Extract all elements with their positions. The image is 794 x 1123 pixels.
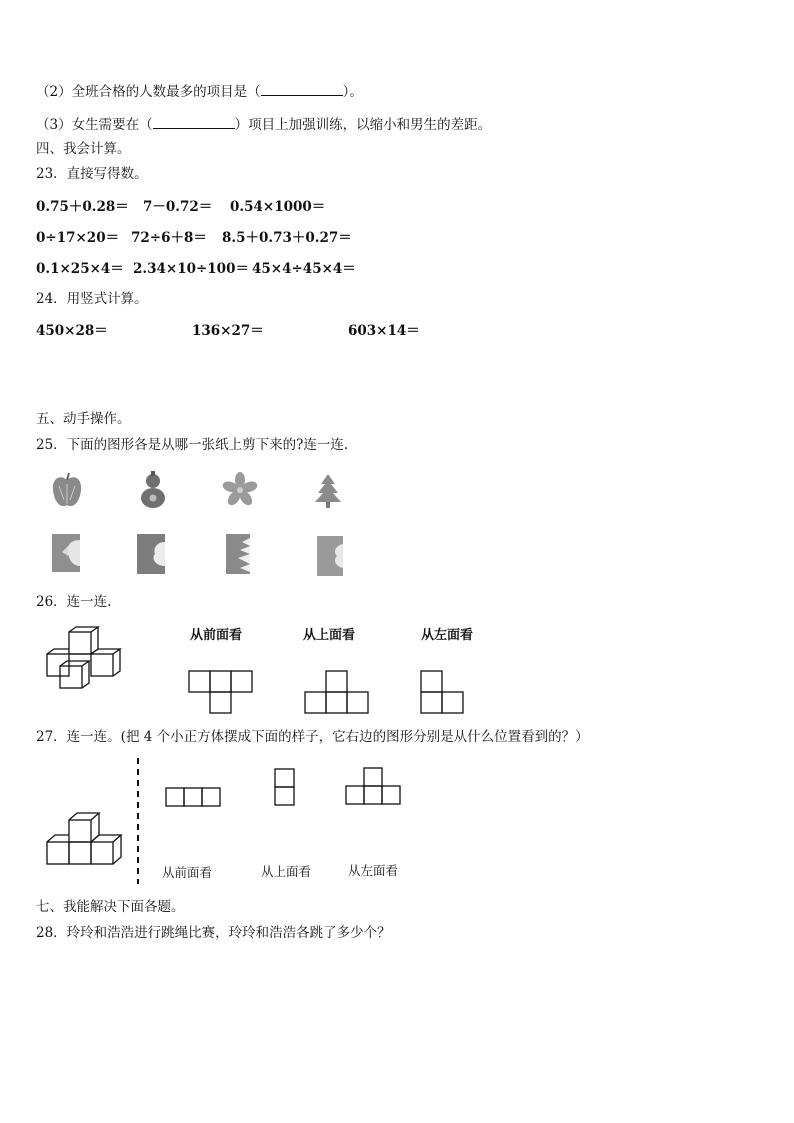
q22-item3: （3）女生需要在（ ）项目上加强训练，以缩小和男生的差距。	[36, 117, 492, 133]
apple-icon[interactable]	[50, 472, 84, 510]
cube-stack-figure	[42, 626, 132, 694]
view-label: 从前面看	[190, 628, 243, 643]
view-shape-bump[interactable]	[304, 670, 370, 714]
vertical-calc-item: 450×28＝	[36, 323, 108, 339]
flower-icon[interactable]	[222, 472, 258, 508]
view-label: 从上面看	[261, 864, 312, 879]
vertical-calc-item: 603×14＝	[348, 323, 420, 339]
gourd-icon[interactable]	[138, 470, 168, 510]
view-shape-row[interactable]	[165, 787, 223, 807]
q25-title: 25．下面的图形各是从哪一张纸上剪下来的?连一连.	[36, 437, 349, 453]
q23-title: 23．直接写得数。	[36, 166, 148, 182]
cube-stack-figure-2	[44, 806, 134, 866]
folded-paper-2[interactable]	[135, 532, 169, 576]
view-label: 从左面看	[348, 863, 399, 878]
calc-item: 8.5＋0.73＋0.27＝	[222, 230, 352, 246]
calc-item: 0÷17×20＝	[36, 230, 120, 246]
answer-blank[interactable]	[153, 115, 235, 129]
calc-item: 45×4÷45×4＝	[252, 261, 356, 277]
view-shape-bump-2[interactable]	[345, 767, 403, 807]
section-5-title: 五、动手操作。	[36, 411, 131, 427]
calc-item: 2.34×10÷100＝	[133, 261, 249, 277]
folded-paper-1[interactable]	[50, 532, 84, 574]
section-4-title: 四、我会计算。	[36, 141, 131, 157]
view-shape-column[interactable]	[274, 768, 296, 808]
view-label: 从前面看	[162, 865, 213, 880]
calc-item: 72÷6＋8＝	[131, 230, 207, 246]
calc-item: 0.54×1000＝	[230, 199, 326, 215]
view-label: 从上面看	[303, 628, 356, 643]
folded-paper-4[interactable]	[313, 534, 347, 578]
q24-title: 24．用竖式计算。	[36, 291, 148, 307]
tree-icon[interactable]	[313, 473, 343, 509]
q22-item2: （2）全班合格的人数最多的项目是（ ）。	[36, 84, 363, 100]
q26-title: 26．连一连.	[36, 594, 112, 610]
answer-blank[interactable]	[261, 82, 343, 96]
section-7-title: 七、我能解决下面各题。	[36, 899, 185, 915]
calc-item: 0.75＋0.28＝	[36, 199, 129, 215]
view-label: 从左面看	[421, 628, 474, 643]
calc-item: 0.1×25×4＝	[36, 261, 124, 277]
folded-paper-3[interactable]	[222, 532, 256, 576]
dashed-divider	[136, 758, 140, 884]
view-shape-t[interactable]	[188, 670, 254, 714]
vertical-calc-item: 136×27＝	[192, 323, 264, 339]
q28-title: 28．玲玲和浩浩进行跳绳比赛，玲玲和浩浩各跳了多少个？	[36, 925, 391, 941]
calc-item: 7－0.72＝	[143, 199, 213, 215]
view-shape-l[interactable]	[420, 670, 466, 714]
q27-title: 27．连一连。(把 4 个小正方体摆成下面的样子，它右边的图形分别是从什么位置看到的？）	[36, 729, 589, 745]
